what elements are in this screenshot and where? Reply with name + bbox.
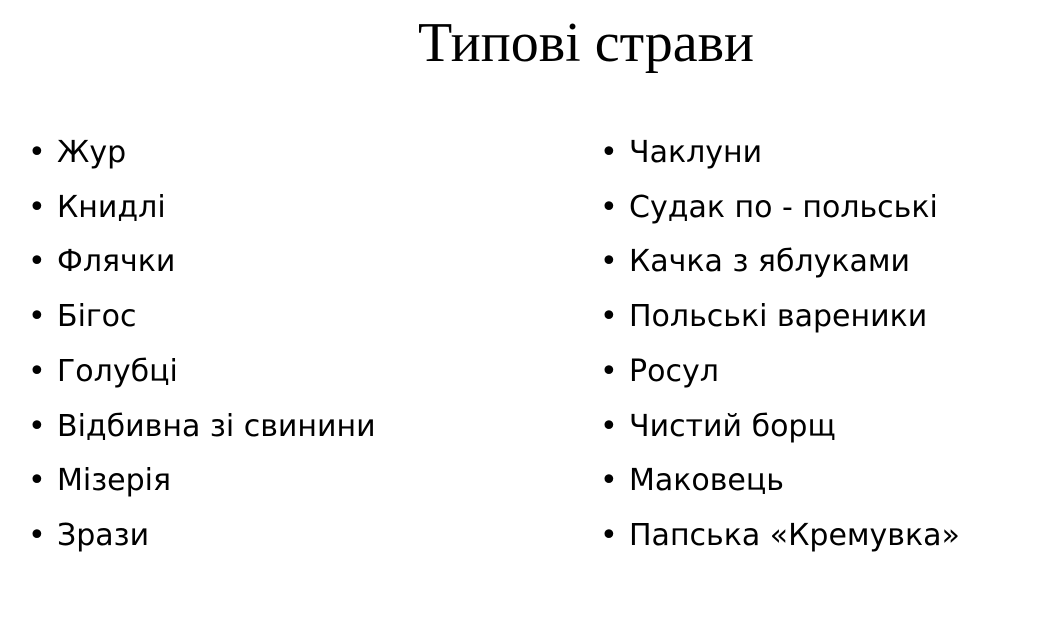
dish-name: Відбивна зі свинини <box>57 408 376 444</box>
list-item <box>600 290 1040 345</box>
bullet-icon: • <box>28 135 46 170</box>
list-item <box>28 235 548 290</box>
dish-name: Мізерія <box>57 463 172 499</box>
list-item <box>600 181 1040 236</box>
bullet-icon: • <box>600 517 618 553</box>
dish-name: Флячки <box>57 244 176 280</box>
bullet-icon: • <box>28 189 46 225</box>
bullet-icon: • <box>600 189 618 225</box>
list-item <box>600 126 1040 181</box>
list-item <box>28 345 548 400</box>
dish-name: Маковець <box>629 463 784 499</box>
bullet-icon: • <box>28 517 46 553</box>
list-item <box>28 400 548 455</box>
bullet-icon: • <box>600 244 618 280</box>
slide-title: Типові страви <box>417 12 755 74</box>
list-item <box>600 400 1040 455</box>
bullet-icon: • <box>28 299 46 335</box>
dish-name: Жур <box>57 135 127 170</box>
right-dish-list <box>600 126 1040 564</box>
list-item <box>600 235 1040 290</box>
bullet-icon: • <box>28 463 46 499</box>
dish-name: Бігос <box>57 299 137 335</box>
dish-name: Голубці <box>57 353 178 389</box>
dish-name: Росул <box>629 353 719 389</box>
dish-name: Качка з яблуками <box>629 244 911 280</box>
list-item <box>28 509 548 564</box>
list-item <box>28 290 548 345</box>
bullet-icon: • <box>600 463 618 499</box>
bullet-icon: • <box>28 408 46 444</box>
list-item <box>600 345 1040 400</box>
dish-name: Польські вареники <box>629 299 928 335</box>
bullet-icon: • <box>28 244 46 280</box>
dish-name: Зрази <box>57 517 150 553</box>
dish-name: Книдлі <box>57 189 166 225</box>
dish-name: Чаклуни <box>629 135 763 170</box>
dish-name: Чистий борщ <box>629 408 836 444</box>
list-item <box>28 181 548 236</box>
bullet-icon: • <box>600 353 618 389</box>
list-item <box>28 126 548 181</box>
dish-name: Судак по - польські <box>629 189 938 225</box>
list-item <box>600 454 1040 509</box>
left-dish-list <box>28 126 548 564</box>
bullet-icon: • <box>600 135 618 170</box>
bullet-icon: • <box>28 353 46 389</box>
dish-name: Папська «Кремувка» <box>629 517 960 553</box>
list-item <box>600 509 1040 564</box>
list-item <box>28 454 548 509</box>
bullet-icon: • <box>600 408 618 444</box>
bullet-icon: • <box>600 299 618 335</box>
